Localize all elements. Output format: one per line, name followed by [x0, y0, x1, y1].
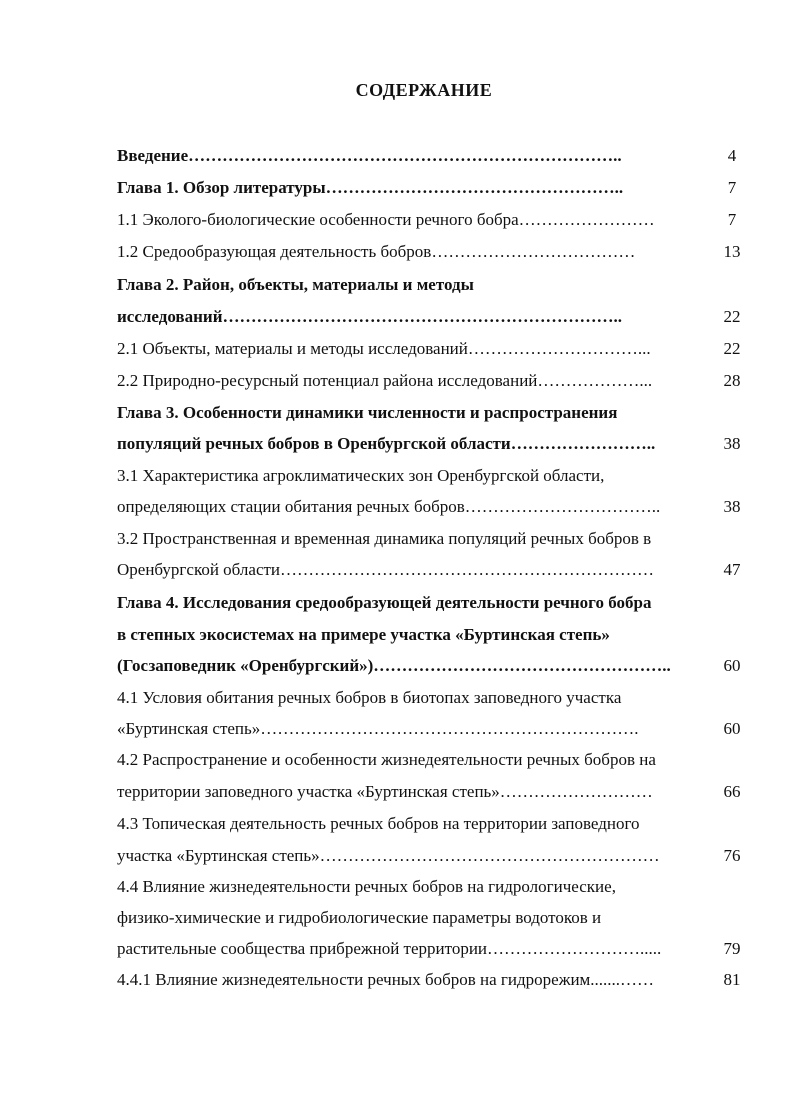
toc-page-number: 81: [723, 970, 741, 989]
toc-entry-section-4-1-line-2: «Буртинская степь»………………………………………………………….: [117, 719, 639, 738]
toc-entry-section-4-2-line-2: территории заповедного участка «Буртинская степь»………………………: [117, 782, 653, 801]
toc-entry-section-4-2-line-1: 4.2 Распространение и особенности жизнедеятельности речных бобров на: [117, 750, 656, 769]
toc-entry-chapter-3-line-1: Глава 3. Особенности динамики численности и распространения: [117, 403, 618, 422]
toc-page-number: 76: [723, 846, 741, 865]
toc-page-number: 22: [723, 307, 741, 326]
toc-entry-chapter-2-line-1: Глава 2. Район, объекты, материалы и методы: [117, 275, 474, 294]
toc-entry-section-3-2-line-1: 3.2 Пространственная и временная динамика популяций речных бобров в: [117, 529, 652, 548]
toc-entry-section-4-4-line-1: 4.4 Влияние жизнедеятельности речных бобров на гидрологические,: [117, 877, 616, 896]
toc-page-number: 38: [723, 434, 741, 453]
toc-entry-section-3-2-line-2: Оренбургской области…………………………………………………………: [117, 560, 655, 579]
toc-entry-section-4-3-line-2: участка «Буртинская степь»……………………………………………………: [117, 846, 660, 865]
toc-entry-section-3-1-line-2: определяющих стации обитания речных бобров……………………………..: [117, 497, 661, 516]
toc-entry-section-4-3-line-1: 4.3 Топическая деятельность речных бобров на территории заповедного: [117, 814, 640, 833]
toc-page-number: 79: [723, 939, 741, 958]
toc-page-number: 28: [723, 371, 741, 390]
toc-entry-chapter-3-line-2: популяций речных бобров в Оренбургской области……………………..: [117, 434, 656, 453]
toc-page-number: 60: [723, 656, 741, 675]
toc-entry-chapter-4-line-2: в степных экосистемах на примере участка «Буртинская степь»: [117, 625, 610, 644]
toc-page-number: 4: [727, 146, 737, 165]
page-title: СОДЕРЖАНИЕ: [355, 80, 493, 100]
toc-entry-section-2-1: 2.1 Объекты, материалы и методы исследований…………………………...: [117, 339, 651, 358]
toc-page-number: 7: [727, 210, 737, 229]
toc-entry-section-4-1-line-1: 4.1 Условия обитания речных бобров в биотопах заповедного участка: [117, 688, 622, 707]
toc-entry-section-4-4-1: 4.4.1 Влияние жизнедеятельности речных бобров на гидрорежим.......……: [117, 970, 655, 989]
toc-page-number: 60: [723, 719, 741, 738]
toc-entry-section-4-4-line-2: физико-химические и гидробиологические параметры водотоков и: [117, 908, 602, 927]
toc-entry-section-2-2: 2.2 Природно-ресурсный потенциал района исследований………………...: [117, 371, 653, 390]
toc-entry-chapter-4-line-1: Глава 4. Исследования средообразующей деятельности речного бобра: [117, 593, 652, 612]
toc-page-number: 7: [727, 178, 737, 197]
toc-entry-section-1-1: 1.1 Эколого-биологические особенности речного бобра……………………: [117, 210, 655, 229]
toc-page-number: 22: [723, 339, 741, 358]
toc-entry-section-1-2: 1.2 Средообразующая деятельность бобров………………………………: [117, 242, 636, 261]
toc-page-number: 13: [723, 242, 741, 261]
toc-page-number: 47: [723, 560, 741, 579]
toc-page-number: 38: [723, 497, 741, 516]
toc-entry-chapter-4-line-3: (Госзаповедник «Оренбургский»)……………………………………………..: [117, 656, 671, 675]
toc-entry-chapter-2-line-2: исследований……………………………………………………………..: [117, 307, 622, 326]
toc-entry-section-3-1-line-1: 3.1 Характеристика агроклиматических зон Оренбургской области,: [117, 466, 605, 485]
toc-entry-intro: Введение…………………………………………………………………..: [117, 146, 622, 165]
toc-page-number: 66: [723, 782, 741, 801]
toc-entry-section-4-4-line-3: растительные сообщества прибрежной территории……………………….....: [117, 939, 662, 958]
toc-entry-chapter-1: Глава 1. Обзор литературы……………………………………………..: [117, 178, 624, 197]
